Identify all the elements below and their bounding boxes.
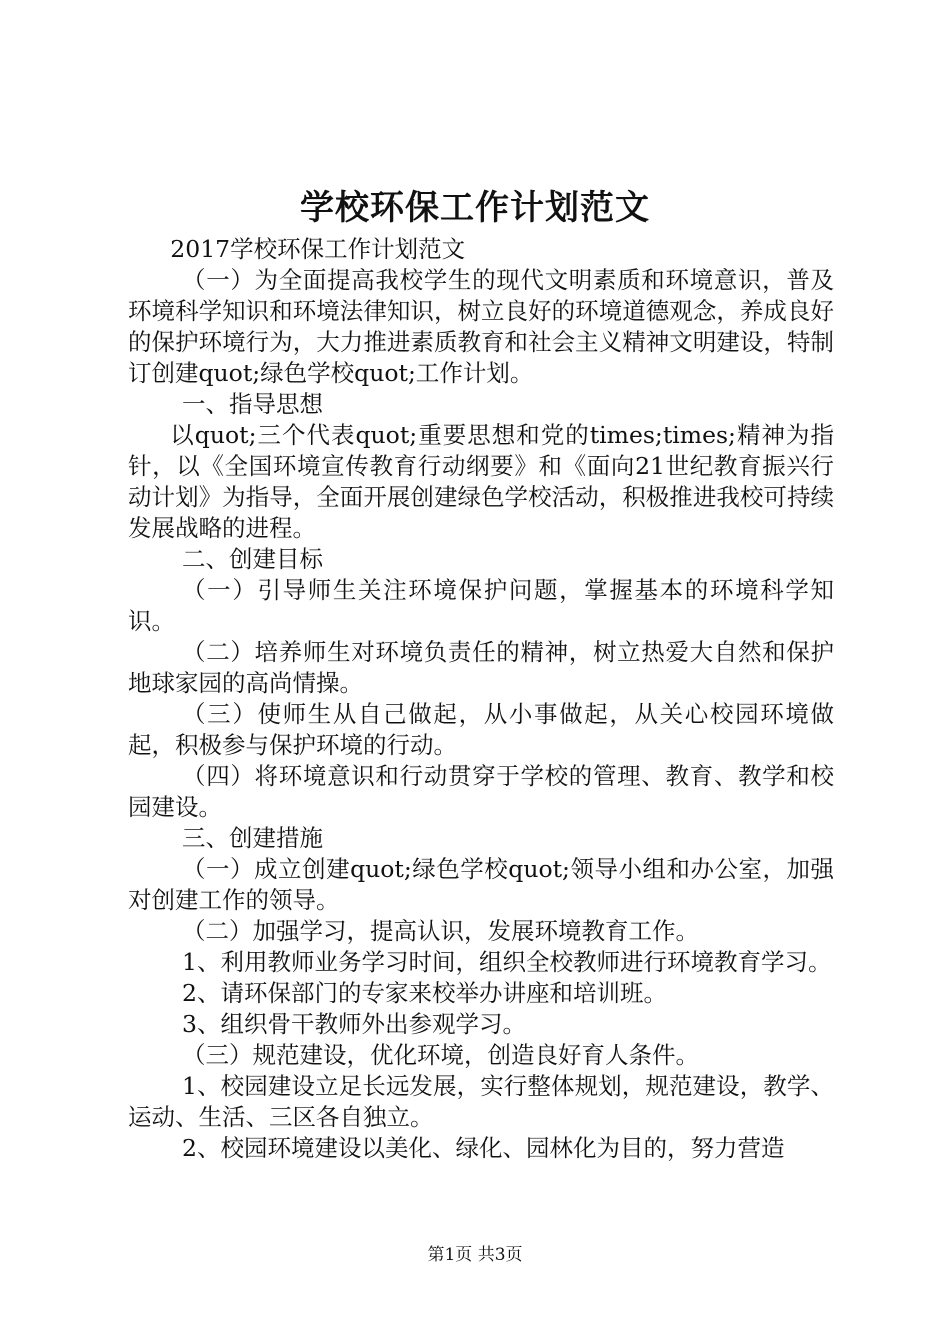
paragraph: 以quot;三个代表quot;重要思想和党的times;times;精神为指针，以《全国环境宣传教育行动纲要》和《面向21世纪教育振兴行动计划》为指导，全面开展创建绿色学校活动，积极推进我校可持续发展战略的进程。: [128, 421, 834, 542]
document-body: [128, 234, 834, 1164]
paragraph: （三）规范建设，优化环境，创造良好育人条件。: [182, 1041, 700, 1069]
paragraph: 3、组织骨干教师外出参观学习。: [182, 1010, 526, 1038]
section-heading: 二、创建目标: [182, 545, 324, 573]
page-footer: 第1页 共3页: [427, 1245, 523, 1265]
paragraph: （一）成立创建quot;绿色学校quot;领导小组和办公室，加强对创建工作的领导。: [128, 855, 834, 914]
paragraph: 1、校园建设立足长远发展，实行整体规划，规范建设，教学、运动、生活、三区各自独立。: [128, 1072, 834, 1131]
document-title: 学校环保工作计划范文: [300, 188, 650, 228]
paragraph: （一）引导师生关注环境保护问题，掌握基本的环境科学知识。: [128, 576, 834, 635]
paragraph: （四）将环境意识和行动贯穿于学校的管理、教育、教学和校园建设。: [128, 762, 834, 821]
section-heading: 三、创建措施: [182, 824, 324, 852]
paragraph: （一）为全面提高我校学生的现代文明素质和环境意识，普及环境科学知识和环境法律知识，树立良好的环境道德观念，养成良好的保护环境行为，大力推进素质教育和社会主义精神文明建设，特制订创建quot;绿色学校quot;工作计划。: [128, 266, 834, 387]
paragraph: 2、校园环境建设以美化、绿化、园林化为目的，努力营造: [182, 1134, 785, 1162]
paragraph: 1、利用教师业务学习时间，组织全校教师进行环境教育学习。: [182, 948, 832, 976]
paragraph: 2017学校环保工作计划范文: [170, 235, 466, 263]
paragraph: （二）加强学习，提高认识，发展环境教育工作。: [182, 917, 700, 945]
section-heading: 一、指导思想: [182, 390, 324, 418]
paragraph: （三）使师生从自己做起，从小事做起，从关心校园环境做起，积极参与保护环境的行动。: [128, 700, 834, 759]
paragraph: 2、请环保部门的专家来校举办讲座和培训班。: [182, 979, 667, 1007]
paragraph: （二）培养师生对环境负责任的精神，树立热爱大自然和保护地球家园的高尚情操。: [128, 638, 834, 697]
